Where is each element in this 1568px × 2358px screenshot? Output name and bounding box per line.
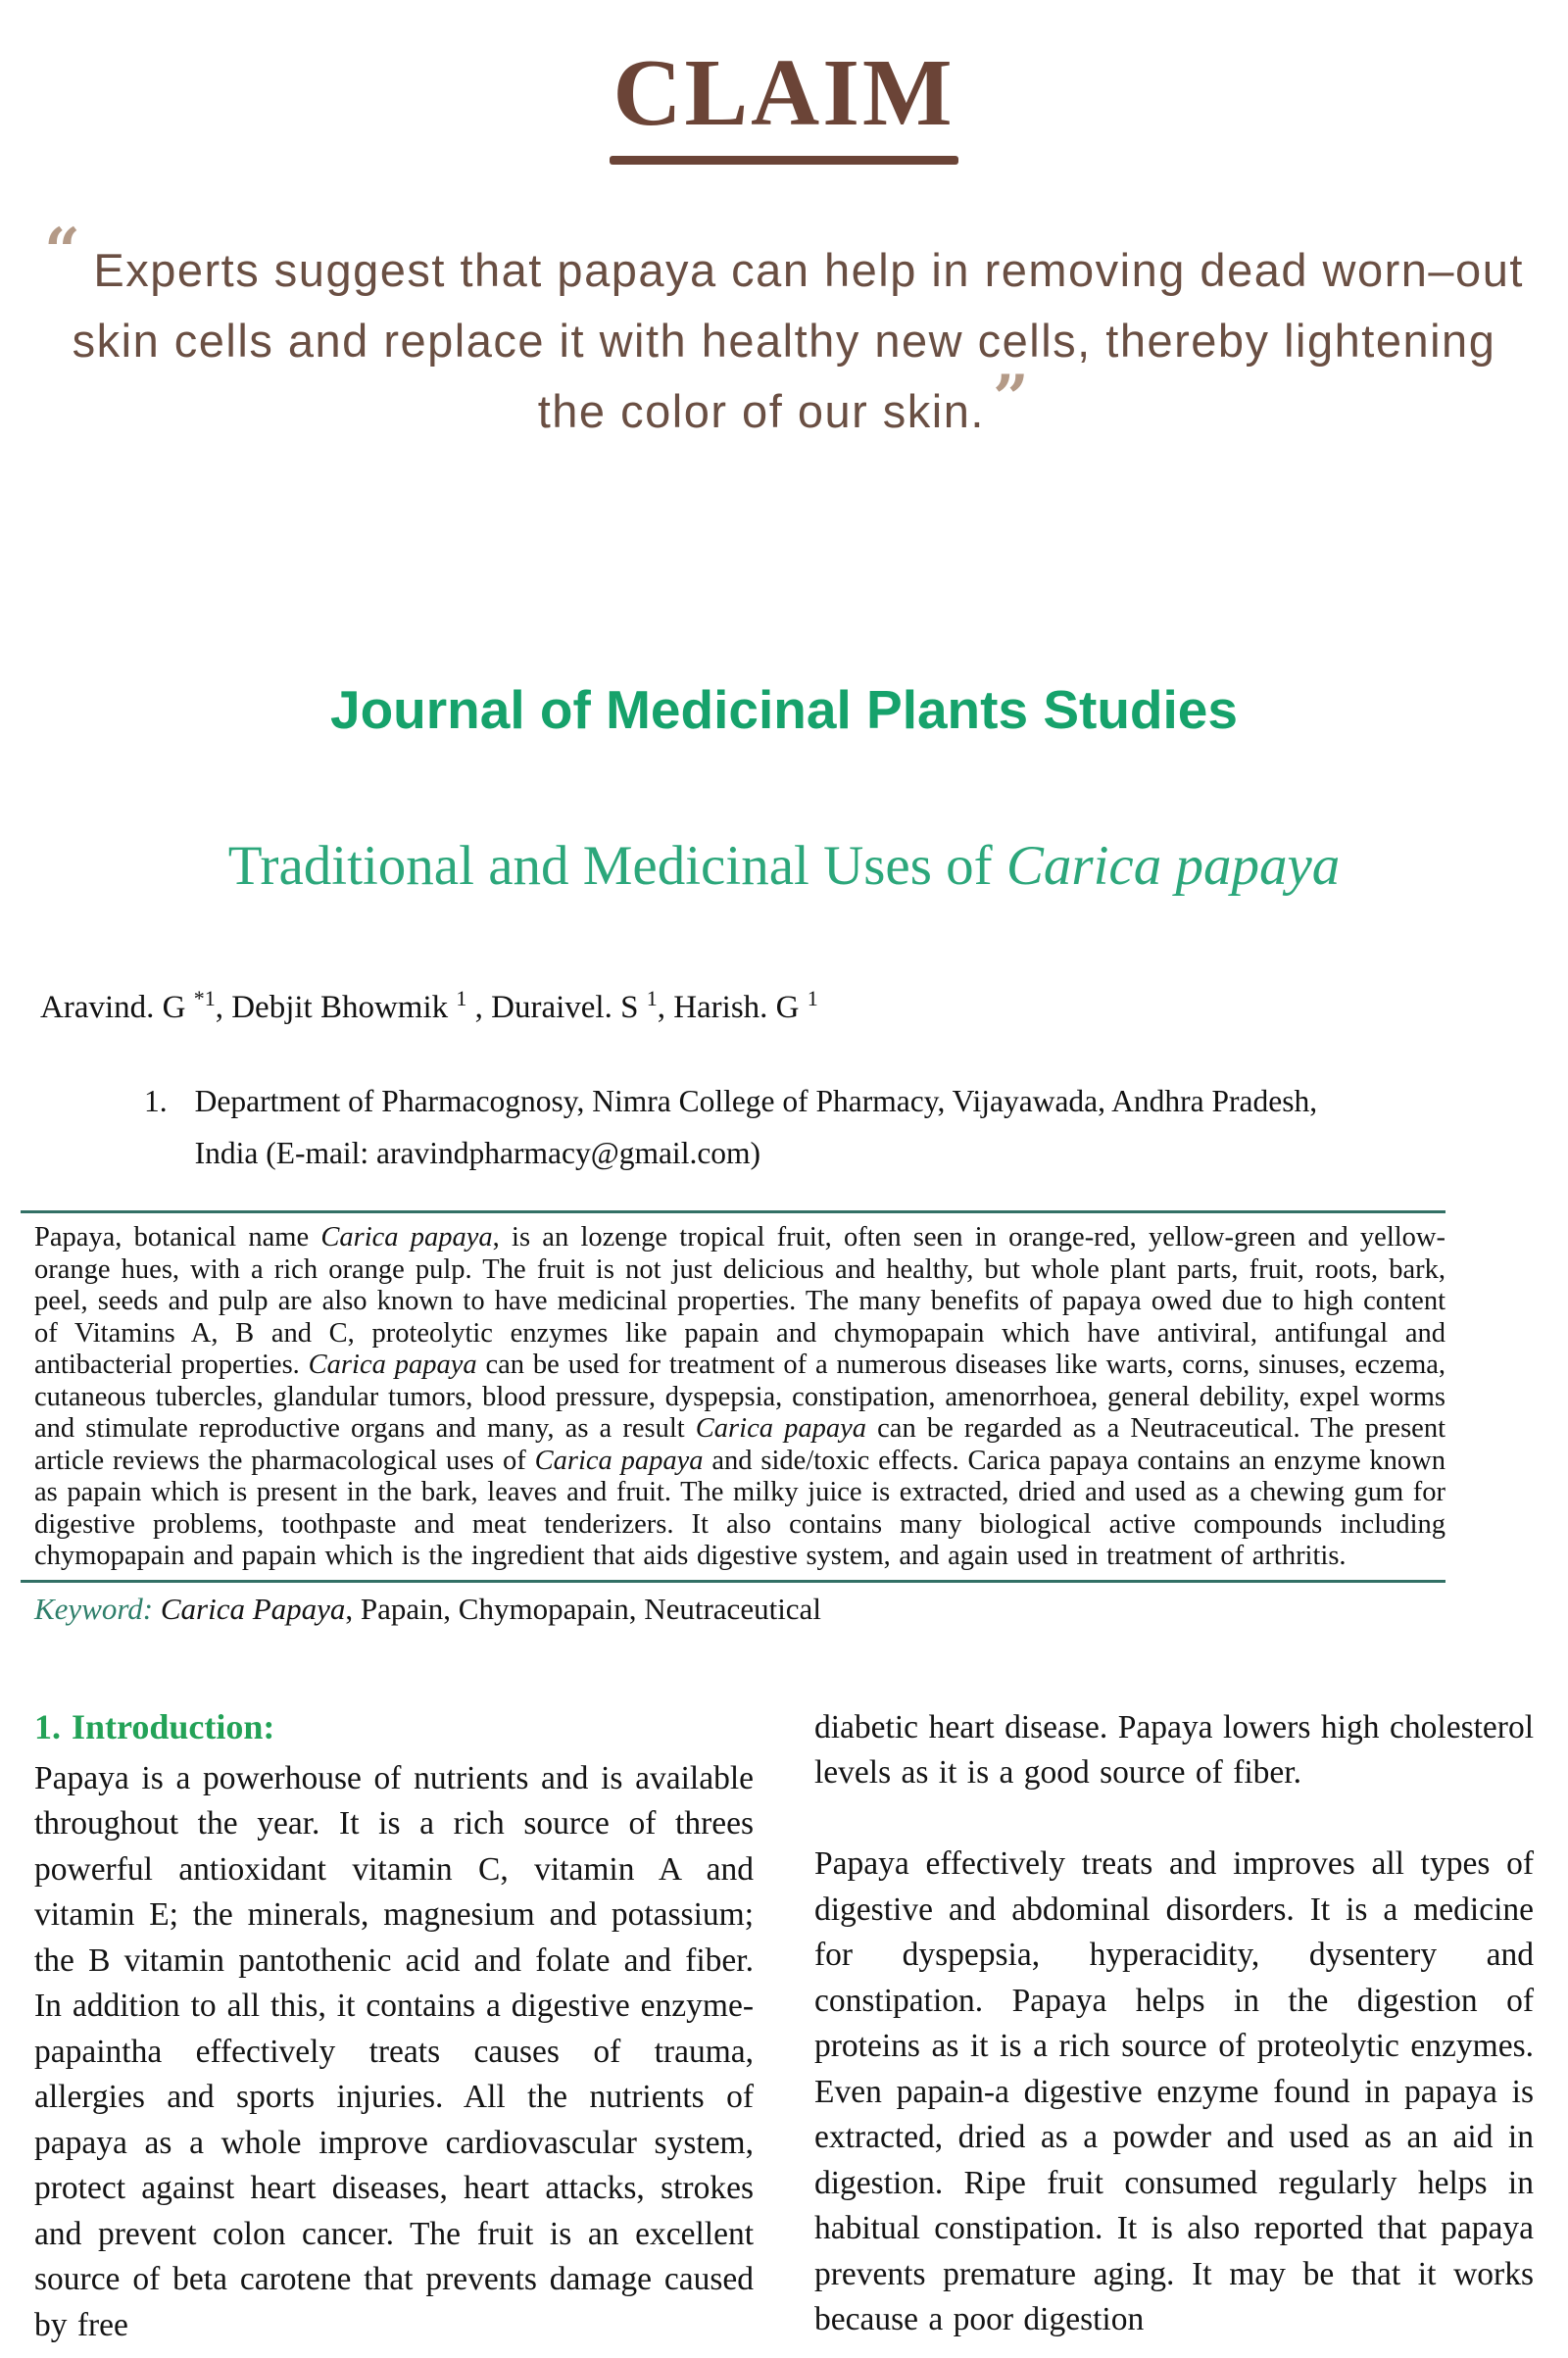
abstract-block bbox=[34, 1210, 1446, 1627]
abstract-bottom-rule bbox=[21, 1580, 1446, 1583]
paper-section bbox=[34, 680, 1534, 2348]
abstract-top-rule bbox=[21, 1210, 1446, 1213]
abstract-text: Papaya, botanical name Carica papaya, is an lozenge tropical fruit, often seen in orange-red, yellow-green and yellow-orange hues, with a rich orange pulp. The fruit is not just delicious and healthy, but whole plant parts, fruit, roots, bark, peel, seeds and pulp are also known to have medicinal properties. The many benefits of papaya owed due to high content of Vitamins A, B and C, proteolytic enzymes like papain and chymopapain which have antiviral, antifungal and antibacterial properties. Carica papaya can be used for treatment of a numerous diseases like warts, corns, sinuses, eczema, cutaneous tubercles, glandular tumors, blood pressure, dyspepsia, constipation, amenorrhoea, general debility, expel worms and stimulate reproductive organs and many, as a result Carica papaya can be regarded as a Neutraceutical. The present article reviews the pharmacological uses of Carica papaya and side/toxic effects. Carica papaya contains an enzyme known as papain which is present in the bark, leaves and fruit. The milky juice is extracted, dried and used as a chewing gum for digestive problems, toothpaste and meat tenderizers. It also contains many biological active compounds including chymopapain and papain which is the ingredient that aids digestive system, and again used in treatment of arthritis. bbox=[34, 1222, 1446, 1572]
right-column bbox=[814, 1705, 1534, 2349]
introduction-paragraph: Papaya effectively treats and improves all types of digestive and abdominal disorders. It is a medicine for dyspepsia, hyperacidity, dysentery and constipation. Papaya helps in the digestion of proteins as it is a rich source of proteolytic enzymes. Even papain-a digestive enzyme found in papaya is extracted, dried as a powder and used as an aid in digestion. Ripe fruit consumed regularly helps in habitual constipation. It is also reported that papaya prevents premature aging. It may be that it works because a poor digestion bbox=[814, 1845, 1534, 2338]
introduction-columns bbox=[34, 1705, 1534, 2349]
keywords-line: Keyword: Carica Papaya, Papain, Chymopapain, Neutraceutical bbox=[34, 1591, 821, 1626]
affiliation bbox=[144, 1075, 1534, 1179]
affiliation-line: India (E-mail: aravindpharmacy@gmail.com) bbox=[194, 1136, 761, 1171]
article-title bbox=[34, 834, 1534, 899]
affiliation-number: 1. bbox=[144, 1084, 168, 1119]
journal-title: Journal of Medicinal Plants Studies bbox=[329, 679, 1238, 740]
article-title-species: Carica papaya bbox=[1005, 834, 1341, 897]
introduction-heading: 1. Introduction: bbox=[34, 1706, 275, 1746]
affiliation-line: Department of Pharmacognosy, Nimra College of Pharmacy, Vijayawada, Andhra Pradesh, bbox=[194, 1084, 1318, 1119]
claim-section bbox=[34, 40, 1534, 447]
document-page bbox=[0, 40, 1568, 2358]
left-column bbox=[34, 1705, 754, 2349]
authors-line: Aravind. G $^{*1}$, Debjit Bhowmik $^1$ , Duraivel. S $^1$, Harish. G $^1$ bbox=[40, 986, 818, 1026]
article-title-prefix: Traditional and Medicinal Uses of bbox=[227, 834, 1006, 897]
claim-quote-text: Experts suggest that papaya can help in removing dead worn–out skin cells and replace it with healthy new cells, thereby lightening the color of our skin. bbox=[72, 244, 1524, 437]
introduction-paragraph: diabetic heart disease. Papaya lowers high cholesterol levels as it is a good source of fiber. bbox=[814, 1708, 1534, 1792]
affiliation-text bbox=[195, 1075, 1318, 1179]
claim-heading: CLAIM bbox=[612, 40, 956, 145]
claim-quote: “ Experts suggest that papaya can help in removing dead worn–out skin cells and replace it with healthy new cells, thereby lightening the color of our skin. ” bbox=[44, 215, 1524, 437]
claim-underline-rule bbox=[610, 156, 958, 165]
introduction-paragraph: Papaya is a powerhouse of nutrients and is available throughout the year. It is a rich source of threes powerful antioxidant vitamin C, vitamin A and vitamin E; the minerals, magnesium and potassium; the B vitamin pantothenic acid and folate and fiber. In addition to all this, it contains a digestive enzyme-papaintha effectively treats causes of trauma, allergies and sports injuries. All the nutrients of papaya as a whole improve cardiovascular system, protect against heart diseases, heart attacks, strokes and prevent colon cancer. The fruit is an excellent source of beta carotene that prevents damage caused by free bbox=[34, 1759, 754, 2343]
